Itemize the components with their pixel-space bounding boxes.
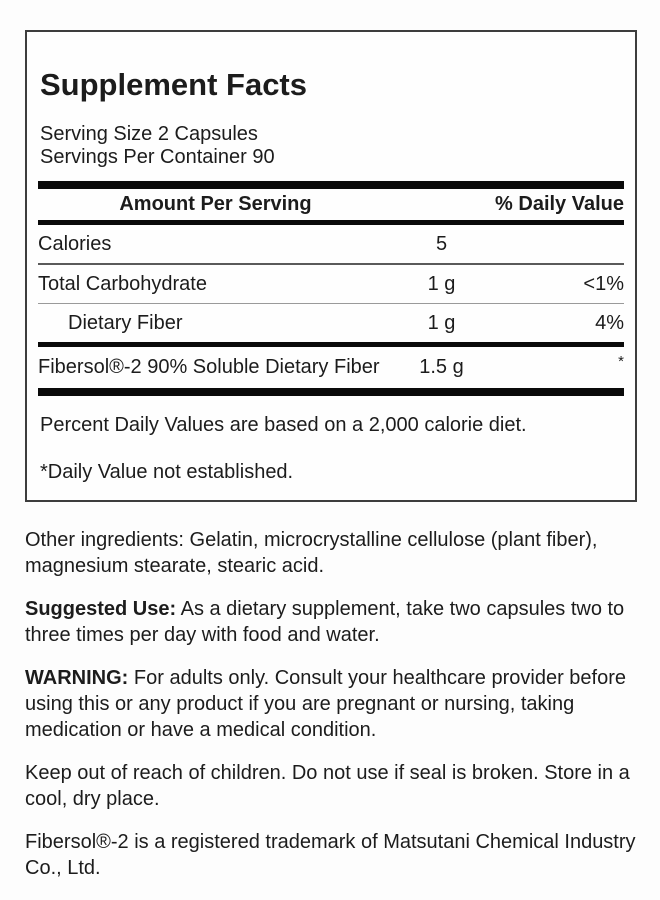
nutrient-row-calories <box>38 225 624 263</box>
nutrient-row-fibersol <box>38 347 624 388</box>
facts-header-row <box>38 189 624 220</box>
warning-value: For adults only. Consult your healthcare provider before using this or any product if you are pregnant or nursing, taking medication or have a medical condition. <box>25 667 626 741</box>
suggested-use-lead: Suggested Use: <box>25 598 177 620</box>
suggested-use-text <box>25 596 643 648</box>
label-body-text <box>25 527 643 898</box>
storage-text <box>25 760 643 812</box>
trademark-value: Fibersol®-2 is a registered trademark of Matsutani Chemical Industry Co., Ltd. <box>25 831 636 879</box>
panel-title: Supplement Facts <box>40 67 307 102</box>
warning-lead: WARNING: <box>25 667 129 689</box>
nutrient-amount: 1 g <box>427 311 456 334</box>
nutrient-name: Dietary Fiber <box>68 311 183 334</box>
trademark-text <box>25 829 643 881</box>
other-ingredients-value: Other ingredients: Gelatin, microcrystalline cellulose (plant fiber), magnesium stearate, stearic acid. <box>25 529 598 577</box>
thick-divider-top <box>38 181 624 189</box>
nutrient-name: Total Carbohydrate <box>38 272 207 295</box>
serving-size-text: Serving Size 2 Capsules <box>40 123 258 145</box>
warning-text <box>25 665 643 743</box>
nutrient-row-dietary-fiber <box>38 304 624 342</box>
nutrient-amount: 5 <box>435 232 448 255</box>
footnote-not-established: *Daily Value not established. <box>40 461 294 483</box>
thick-divider-bottom <box>38 388 624 396</box>
nutrient-name: Calories <box>38 232 112 255</box>
suggested-use-value: As a dietary supplement, take two capsules two to three times per day with food and water. <box>25 598 625 646</box>
daily-value-header: % Daily Value <box>495 193 624 215</box>
supplement-facts-panel <box>25 30 637 502</box>
nutrient-name: Fibersol®-2 90% Soluble Dietary Fiber <box>38 356 380 378</box>
nutrient-amount: 1.5 g <box>419 356 464 378</box>
nutrient-amount: 1 g <box>427 272 456 295</box>
nutrient-dv-asterisk: * <box>618 353 624 370</box>
nutrient-row-total-carbohydrate <box>38 265 624 303</box>
nutrient-dv: 4% <box>595 311 624 334</box>
amount-per-serving-header: Amount Per Serving <box>119 193 312 215</box>
servings-per-container-text: Servings Per Container 90 <box>40 146 275 168</box>
footnote-daily-values: Percent Daily Values are based on a 2,000 calorie diet. <box>40 414 527 436</box>
storage-value: Keep out of reach of children. Do not use if seal is broken. Store in a cool, dry place. <box>25 762 630 810</box>
other-ingredients-text <box>25 527 643 579</box>
nutrient-dv: <1% <box>583 272 624 295</box>
